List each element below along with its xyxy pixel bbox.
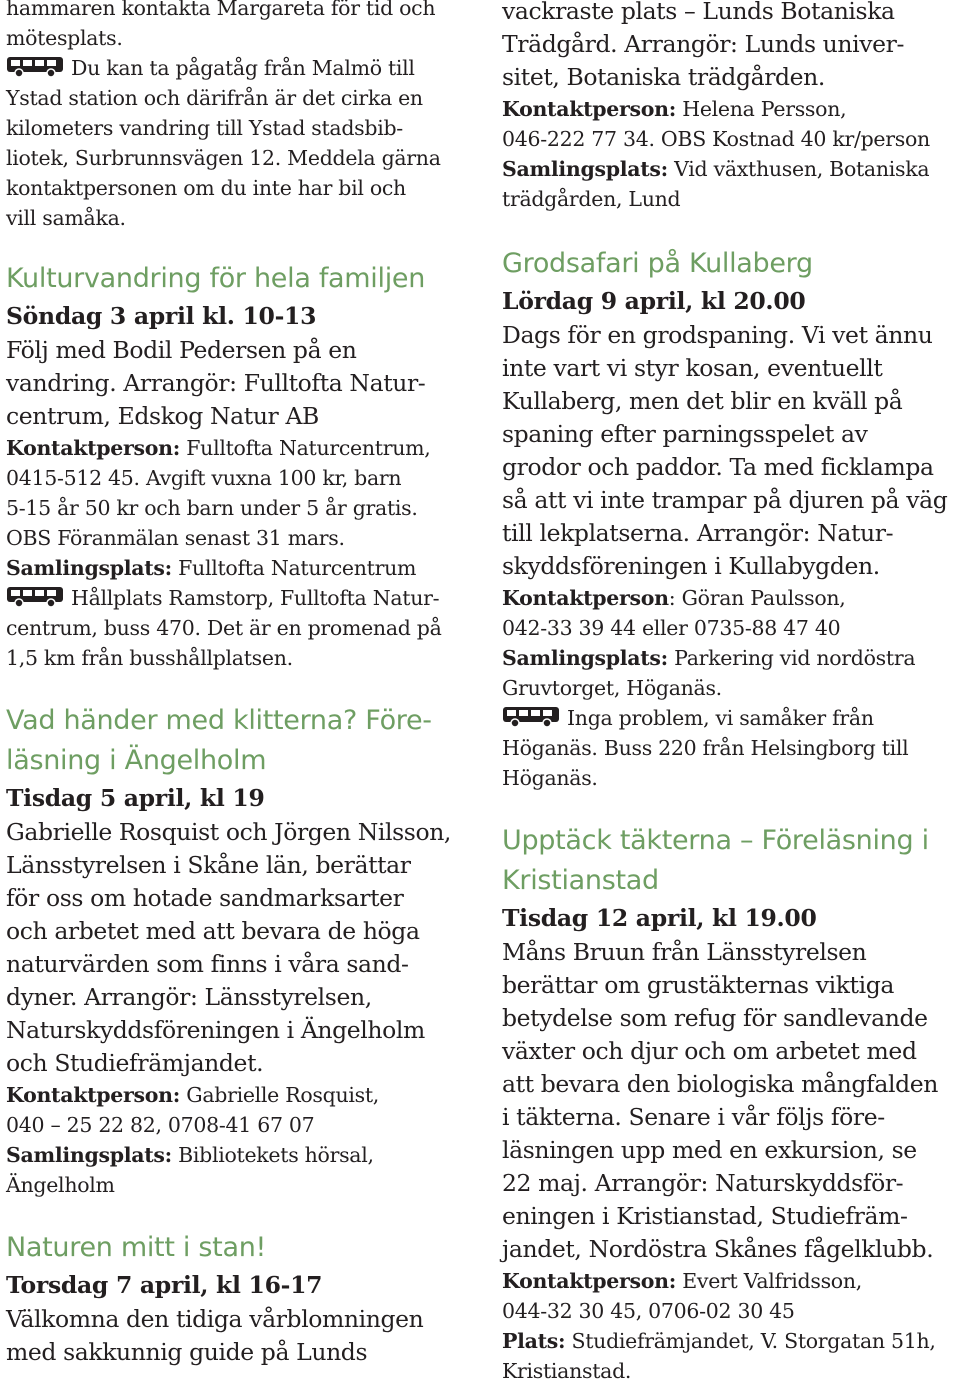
event-title: Kulturvandring för hela familjen bbox=[6, 263, 426, 294]
place-value: Studiefrämjandet, V. Storgatan 51h, bbox=[565, 1329, 936, 1353]
text-line: centrum, buss 470. Det är en promenad på bbox=[6, 616, 442, 640]
contact-line bbox=[6, 433, 474, 463]
text-line: Länsstyrelsen i Skåne län, berättar bbox=[6, 851, 411, 879]
contact-line bbox=[502, 583, 960, 613]
text-line: betydelse som refug för sandlevande bbox=[502, 1004, 928, 1032]
event-title: Naturen mitt i stan! bbox=[6, 1232, 267, 1263]
text-line: eningen i Kristianstad, Studiefräm- bbox=[502, 1202, 908, 1230]
event-upptack-takterna bbox=[502, 821, 960, 1386]
contact-line bbox=[502, 94, 960, 124]
contact-value: Fulltofta Naturcentrum, bbox=[180, 436, 431, 460]
event-date: Lördag 9 april, kl 20.00 bbox=[502, 287, 806, 315]
meeting-line bbox=[502, 154, 960, 184]
text-line: skyddsföreningen i Kullabygden. bbox=[502, 552, 880, 580]
text-line: 1,5 km från busshållplatsen. bbox=[6, 646, 293, 670]
text-line: mötesplats. bbox=[6, 26, 123, 50]
phone-line: 044-32 30 45, 0706-02 30 45 bbox=[502, 1299, 795, 1323]
bus-text: Du kan ta pågatåg från Malmö till bbox=[71, 56, 415, 80]
event-date: Tisdag 12 april, kl 19.00 bbox=[502, 904, 817, 932]
text-line: för oss om hotade sandmarksarter bbox=[6, 884, 404, 912]
text-line: och arbetet med att bevara de höga bbox=[6, 917, 420, 945]
text-line: liotek, Surbrunnsvägen 12. Meddela gärna bbox=[6, 146, 441, 170]
text-line: kontaktpersonen om du inte har bil och bbox=[6, 176, 406, 200]
contact-label: Kontaktperson: bbox=[6, 436, 181, 460]
text-line: 5-15 år 50 kr och barn under 5 år gratis. bbox=[6, 496, 418, 520]
meeting-label: Samlingsplats: bbox=[6, 556, 172, 580]
right-column bbox=[502, 0, 960, 1386]
place-line: Gruvtorget, Höganäs. bbox=[502, 676, 722, 700]
place-line bbox=[502, 1326, 960, 1356]
meeting-line bbox=[6, 553, 474, 583]
event-date: Söndag 3 april kl. 10-13 bbox=[6, 302, 317, 330]
phone-line: 046-222 77 34. OBS Kostnad 40 kr/person bbox=[502, 127, 930, 151]
contact-line bbox=[6, 1080, 474, 1110]
bus-text: Inga problem, vi samåker från bbox=[567, 706, 874, 730]
contact-value: Helena Persson, bbox=[676, 97, 847, 121]
text-line: i täkterna. Senare i vår följs före- bbox=[502, 1103, 885, 1131]
meeting-value: Vid växthusen, Botaniska bbox=[667, 157, 930, 181]
bus-icon bbox=[6, 56, 64, 78]
meeting-line bbox=[6, 1140, 474, 1170]
text-line: Dags för en grodspaning. Vi vet ännu bbox=[502, 321, 933, 349]
left-column bbox=[6, 0, 474, 1369]
text-line: naturvärden som finns i våra sand- bbox=[6, 950, 409, 978]
event-title-line: Vad händer med klitterna? Före- bbox=[6, 705, 432, 736]
text-line: berättar om grustäkternas viktiga bbox=[502, 971, 894, 999]
text-line: 0415-512 45. Avgift vuxna 100 kr, barn bbox=[6, 466, 402, 490]
contact-value: : Göran Paulsson, bbox=[668, 586, 846, 610]
text-line: kilometers vandring till Ystad stadsbib- bbox=[6, 116, 403, 140]
phone-line: 042-33 39 44 eller 0735-88 47 40 bbox=[502, 616, 841, 640]
text-line: läsningen upp med en exkursion, se bbox=[502, 1136, 917, 1164]
event-grodsafari bbox=[502, 244, 960, 793]
text-line: växter och djur och om arbetet med bbox=[502, 1037, 917, 1065]
intro-section bbox=[6, 0, 474, 233]
bus-line bbox=[502, 703, 960, 733]
meeting-value: Bibliotekets hörsal, bbox=[171, 1143, 374, 1167]
phone-line: 040 – 25 22 82, 0708-41 67 07 bbox=[6, 1113, 315, 1137]
continued-section bbox=[502, 0, 960, 214]
bus-icon bbox=[6, 586, 64, 608]
text-line: Trädgård. Arrangör: Lunds univer- bbox=[502, 30, 905, 58]
text-line: till lekplatserna. Arrangör: Natur- bbox=[502, 519, 894, 547]
text-line: OBS Föranmälan senast 31 mars. bbox=[6, 526, 345, 550]
text-line: med sakkunnig guide på Lunds bbox=[6, 1338, 368, 1366]
text-line: att bevara den biologiska mångfalden bbox=[502, 1070, 938, 1098]
event-date: Torsdag 7 april, kl 16-17 bbox=[6, 1271, 323, 1299]
event-klitterna bbox=[6, 701, 474, 1200]
contact-label: Kontaktperson: bbox=[6, 1083, 181, 1107]
contact-line bbox=[502, 1266, 960, 1296]
text-line: Välkomna den tidiga vårblomningen bbox=[6, 1305, 424, 1333]
meeting-label: Samlingsplats: bbox=[502, 157, 668, 181]
text-line: Höganäs. Buss 220 från Helsingborg till bbox=[502, 736, 909, 760]
place-line: Ängelholm bbox=[6, 1173, 115, 1197]
bus-line bbox=[6, 583, 474, 613]
event-title-line: Kristianstad bbox=[502, 865, 659, 896]
bus-icon bbox=[502, 706, 560, 728]
text-line: jandet, Nordöstra Skånes fågelklubb. bbox=[502, 1235, 934, 1263]
text-line: Naturskyddsföreningen i Ängelholm bbox=[6, 1016, 425, 1044]
text-line: och Studiefrämjandet. bbox=[6, 1049, 264, 1077]
text-line: inte vart vi styr kosan, eventuellt bbox=[502, 354, 883, 382]
bus-line bbox=[6, 53, 474, 83]
text-line: vackraste plats – Lunds Botaniska bbox=[502, 0, 895, 25]
text-line: Gabrielle Rosquist och Jörgen Nilsson, bbox=[6, 818, 452, 846]
meeting-label: Samlingsplats: bbox=[6, 1143, 172, 1167]
place-label: Plats: bbox=[502, 1329, 566, 1353]
text-line: så att vi inte trampar på djuren på väg bbox=[502, 486, 948, 514]
contact-label: Kontaktperson: bbox=[502, 1269, 677, 1293]
text-line: Höganäs. bbox=[502, 766, 598, 790]
event-title-line: Upptäck täkterna – Föreläsning i bbox=[502, 825, 929, 856]
event-kulturvandring bbox=[6, 259, 474, 673]
event-title: Grodsafari på Kullaberg bbox=[502, 248, 813, 279]
text-line: Kullaberg, men det blir en kväll på bbox=[502, 387, 903, 415]
bus-text: Hållplats Ramstorp, Fulltofta Natur- bbox=[71, 586, 440, 610]
text-line: spaning efter parningsspelet av bbox=[502, 420, 868, 448]
event-naturen bbox=[6, 1228, 474, 1369]
text-line: 22 maj. Arrangör: Naturskyddsför- bbox=[502, 1169, 904, 1197]
text-line: vill samåka. bbox=[6, 206, 126, 230]
meeting-value: Parkering vid nordöstra bbox=[667, 646, 916, 670]
event-date: Tisdag 5 april, kl 19 bbox=[6, 784, 265, 812]
contact-value: Evert Valfridsson, bbox=[676, 1269, 862, 1293]
text-line: dyner. Arrangör: Länsstyrelsen, bbox=[6, 983, 372, 1011]
contact-value: Gabrielle Rosquist, bbox=[180, 1083, 379, 1107]
text-line: sitet, Botaniska trädgården. bbox=[502, 63, 825, 91]
contact-label: Kontaktperson bbox=[502, 586, 669, 610]
text-line: Måns Bruun från Länsstyrelsen bbox=[502, 938, 867, 966]
meeting-line bbox=[502, 643, 960, 673]
meeting-value: Fulltofta Naturcentrum bbox=[171, 556, 417, 580]
text-line: Följ med Bodil Pedersen på en bbox=[6, 336, 357, 364]
text-line: grodor och paddor. Ta med ficklampa bbox=[502, 453, 934, 481]
text-line: centrum, Edskog Natur AB bbox=[6, 402, 319, 430]
meeting-label: Samlingsplats: bbox=[502, 646, 668, 670]
text-line: hammaren kontakta Margareta för tid och bbox=[6, 0, 436, 20]
place-line: trädgården, Lund bbox=[502, 187, 681, 211]
event-title-line: läsning i Ängelholm bbox=[6, 745, 267, 776]
text-line: Kristianstad. bbox=[502, 1359, 632, 1383]
contact-label: Kontaktperson: bbox=[502, 97, 677, 121]
text-line: Ystad station och därifrån är det cirka en bbox=[6, 86, 423, 110]
text-line: vandring. Arrangör: Fulltofta Natur- bbox=[6, 369, 426, 397]
